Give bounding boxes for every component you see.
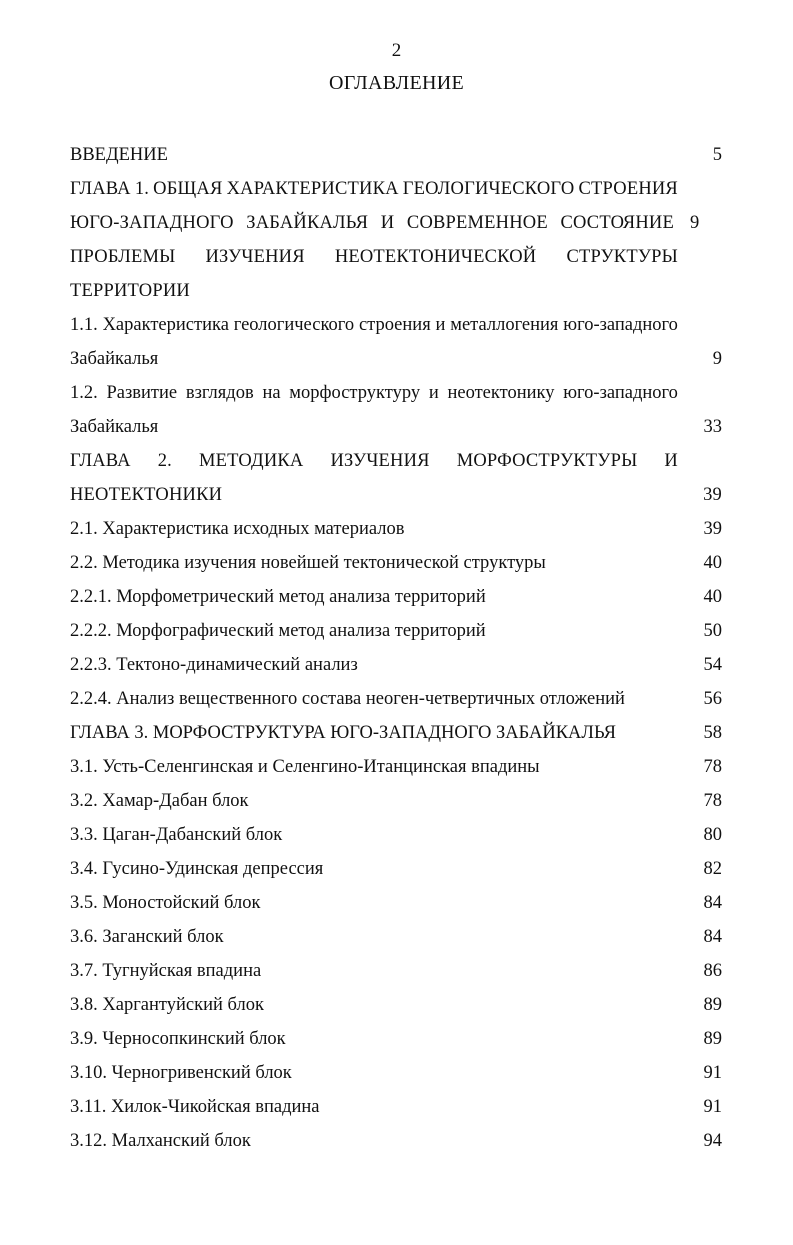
toc-entry[interactable] [70, 886, 722, 920]
toc-entry-page: 50 [703, 621, 722, 641]
word: НЕОТЕКТОНИЧЕСКОЙ [334, 247, 537, 267]
toc-entry-section-1-2[interactable] [70, 376, 722, 444]
toc-entry-label: 2.2. Методика изучения новейшей тектонической структуры [70, 553, 546, 573]
toc-entry-page: 82 [703, 859, 722, 879]
word: И [664, 451, 678, 471]
word: ГЕОЛОГИЧЕСКОГО [402, 179, 575, 199]
toc-entry-page: 91 [703, 1097, 722, 1117]
word: морфоструктуру [289, 383, 421, 403]
toc-entry[interactable] [70, 546, 722, 580]
word: ГЛАВА [70, 451, 131, 471]
word: СТРУКТУРЫ [566, 247, 678, 267]
word: ПРОБЛЕМЫ [70, 247, 176, 267]
toc-entry-page: 40 [703, 587, 722, 607]
toc-entry-label: 3.10. Черногривенский блок [70, 1063, 292, 1083]
toc-entry-page: 9 [690, 213, 700, 233]
toc-entry-page: 5 [712, 145, 722, 165]
toc-entry-label: 3.8. Харгантуйский блок [70, 995, 264, 1015]
toc-entry-page: 80 [703, 825, 722, 845]
word: 2. [157, 451, 172, 471]
word: взглядов [185, 383, 254, 403]
word: Развитие [106, 383, 178, 403]
toc-entry-label-line: Забайкалья [70, 417, 159, 437]
word: металлогения [450, 315, 559, 335]
toc-entry-label: 2.2.3. Тектоно-динамический анализ [70, 655, 358, 675]
toc-entry-page: 89 [703, 995, 722, 1015]
toc-entry-page: 89 [703, 1029, 722, 1049]
word: ИЗУЧЕНИЯ [205, 247, 305, 267]
toc-entry[interactable] [70, 512, 722, 546]
toc-entry-page: 94 [703, 1131, 722, 1151]
toc-entry-label-line [70, 308, 690, 342]
word: ИЗУЧЕНИЯ [330, 451, 430, 471]
word: ГЛАВА [70, 179, 131, 199]
word: И [380, 213, 395, 233]
toc-entry-page: 78 [703, 757, 722, 777]
word: СОСТОЯНИЕ [560, 213, 674, 233]
word: юго-западного [563, 315, 678, 335]
toc-entry-label: 2.2.2. Морфографический метод анализа территорий [70, 621, 486, 641]
word: 1.1. [70, 315, 98, 335]
toc-entry-label: 3.7. Тугнуйская впадина [70, 961, 262, 981]
word: геологического [233, 315, 355, 335]
toc-entry-page: 40 [703, 553, 722, 573]
word: СОВРЕМЕННОЕ [406, 213, 548, 233]
toc-entry[interactable] [70, 1022, 722, 1056]
toc-entry-label-line [70, 172, 690, 206]
toc-entry-page: 54 [703, 655, 722, 675]
word: юго-западного [563, 383, 678, 403]
word: ЗАБАЙКАЛЬЯ [246, 213, 369, 233]
toc-entry-chapter-1[interactable] [70, 172, 722, 308]
toc-entry-label: 3.11. Хилок-Чикойская впадина [70, 1097, 320, 1117]
word: 1.2. [70, 383, 98, 403]
word: и [428, 383, 439, 403]
toc-entry-page: 58 [703, 723, 722, 743]
toc-entry-label: 3.1. Усть-Селенгинская и Селенгино-Итанцинская впадины [70, 757, 540, 777]
toc-entry-label-line: ТЕРРИТОРИИ [70, 281, 190, 301]
toc-entry[interactable] [70, 614, 722, 648]
word: на [262, 383, 281, 403]
toc-entry-intro[interactable] [70, 138, 722, 172]
toc-entry-label-line [70, 206, 686, 240]
page-title: ОГЛАВЛЕНИЕ [329, 72, 464, 94]
toc-entry-page: 39 [703, 519, 722, 539]
word: Характеристика [102, 315, 229, 335]
toc-entry-label: 3.4. Гусино-Удинская депрессия [70, 859, 324, 879]
toc-entry-label: 2.2.1. Морфометрический метод анализа территорий [70, 587, 486, 607]
toc-entry-label: 3.6. Заганский блок [70, 927, 224, 947]
toc-entry-page: 9 [712, 349, 722, 369]
toc-entry-page: 91 [703, 1063, 722, 1083]
toc-entry[interactable] [70, 818, 722, 852]
toc-entry-label: 3.12. Малханский блок [70, 1131, 251, 1151]
toc-entry[interactable] [70, 682, 722, 716]
toc-entry-label: 2.1. Характеристика исходных материалов [70, 519, 405, 539]
word: СТРОЕНИЯ [578, 179, 678, 199]
word: и [435, 315, 446, 335]
toc-entry[interactable] [70, 954, 722, 988]
toc-entry-label: 3.2. Хамар-Дабан блок [70, 791, 249, 811]
toc-entry-section-1-1[interactable] [70, 308, 722, 376]
toc-entry[interactable] [70, 1090, 722, 1124]
word: ЮГО-ЗАПАДНОГО [70, 213, 234, 233]
toc-entry[interactable] [70, 920, 722, 954]
word: неотектонику [447, 383, 555, 403]
toc-entry-label-line [70, 376, 690, 410]
toc-entry-label: 3.9. Черносопкинский блок [70, 1029, 286, 1049]
toc-entry-page: 56 [703, 689, 722, 709]
toc-entry-page: 33 [703, 417, 722, 437]
toc-entry-label: 3.5. Моностойский блок [70, 893, 261, 913]
toc-entry-label-line: Забайкалья [70, 349, 159, 369]
toc-entry[interactable] [70, 750, 722, 784]
toc-entry-label-line [70, 444, 690, 478]
toc-entry[interactable] [70, 580, 722, 614]
toc-entry-chapter-3[interactable] [70, 716, 722, 750]
toc-entry[interactable] [70, 1124, 722, 1158]
toc-entry-page: 78 [703, 791, 722, 811]
toc-entry-page: 39 [703, 485, 722, 505]
toc-entry[interactable] [70, 648, 722, 682]
toc-entry-page: 86 [703, 961, 722, 981]
toc-entry-chapter-2[interactable] [70, 444, 722, 512]
table-of-contents [70, 138, 722, 1158]
word: ОБЩАЯ [153, 179, 223, 199]
word: 1. [134, 179, 150, 199]
toc-entry-label: 3.3. Цаган-Дабанский блок [70, 825, 283, 845]
word: МОРФОСТРУКТУРЫ [456, 451, 638, 471]
toc-entry-label: ГЛАВА 3. МОРФОСТРУКТУРА ЮГО-ЗАПАДНОГО ЗАБАЙКАЛЬЯ [70, 723, 616, 743]
toc-entry[interactable] [70, 1056, 722, 1090]
word: МЕТОДИКА [198, 451, 304, 471]
toc-entry-page: 84 [703, 893, 722, 913]
word: ХАРАКТЕРИСТИКА [226, 179, 399, 199]
toc-entry[interactable] [70, 852, 722, 886]
toc-entry-label: ВВЕДЕНИЕ [70, 145, 168, 165]
toc-entry-label-line [70, 240, 690, 274]
page-number: 2 [391, 40, 402, 61]
toc-entry[interactable] [70, 784, 722, 818]
toc-entry-page: 84 [703, 927, 722, 947]
toc-entry-label: 2.2.4. Анализ вещественного состава неоген-четвертичных отложений [70, 689, 625, 709]
word: строения [358, 315, 431, 335]
toc-entry[interactable] [70, 988, 722, 1022]
toc-entry-label-line: НЕОТЕКТОНИКИ [70, 485, 223, 505]
